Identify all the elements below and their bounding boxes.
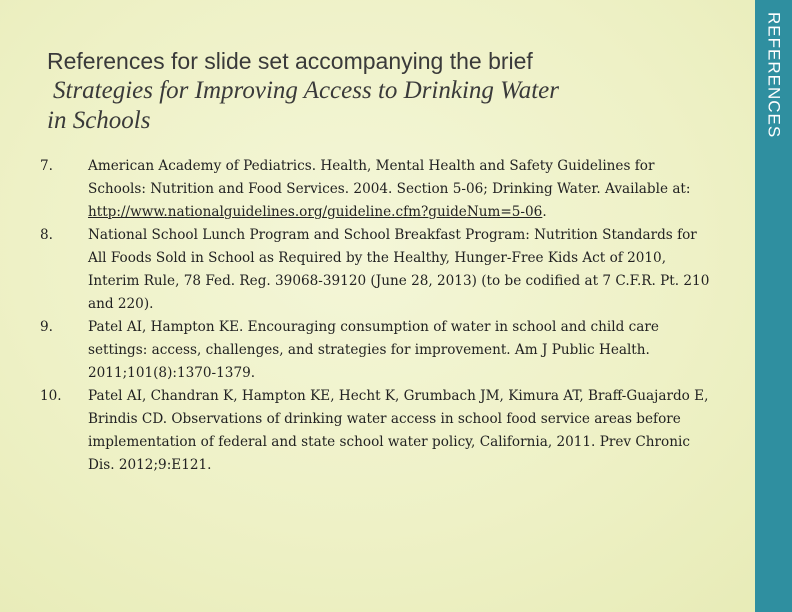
- reference-item-10: [40, 385, 715, 477]
- reference-text: [88, 155, 715, 224]
- reference-text: Patel AI, Hampton KE. Encouraging consumption of water in school and child care settings: access, challenges, and strategies for improvement. Am J Public Health. 2011;101(8):1370-1379.: [88, 319, 659, 381]
- reference-item-7: [40, 155, 715, 224]
- reference-number: 9.: [40, 319, 53, 335]
- reference-item-9: [40, 316, 715, 385]
- reference-link[interactable]: http://www.nationalguidelines.org/guideline.cfm?guideNum=5-06: [88, 204, 543, 220]
- title-brief-name: Strategies for Improving Access to Drinking Water: [53, 77, 559, 104]
- reference-number: 8.: [40, 227, 53, 243]
- title-line-1: References for slide set accompanying the brief: [47, 48, 533, 74]
- page-title: [47, 46, 727, 136]
- sidebar-banner: [755, 0, 792, 612]
- sidebar-label: REFERENCES: [764, 12, 784, 139]
- reference-punctuation: .: [542, 204, 547, 220]
- reference-number: 7.: [40, 158, 53, 174]
- reference-list: [40, 155, 715, 477]
- reference-item-8: [40, 224, 715, 316]
- reference-number: 10.: [40, 388, 62, 404]
- title-brief-name-continued: in Schools: [47, 107, 151, 134]
- reference-text: National School Lunch Program and School Breakfast Program: Nutrition Standards for All Foods Sold in School as Required by the Healthy, Hunger-Free Kids Act of 2010, Interim Rule, 78 Fed. Reg. 39068-39120 (June 28, 2013) (to be codified at 7 C.F.R. Pt. 210 and 220).: [88, 227, 710, 312]
- reference-text: Patel AI, Chandran K, Hampton KE, Hecht K, Grumbach JM, Kimura AT, Braff-Guajardo E, Brindis CD. Observations of drinking water access in school food service areas before implementation of federal and state school water policy, California, 2011. Prev Chronic Dis. 2012;9:E121.: [88, 388, 709, 473]
- reference-body: American Academy of Pediatrics. Health, Mental Health and Safety Guidelines for Schools: Nutrition and Food Services. 2004. Section 5-06; Drinking Water. Available at:: [88, 158, 691, 197]
